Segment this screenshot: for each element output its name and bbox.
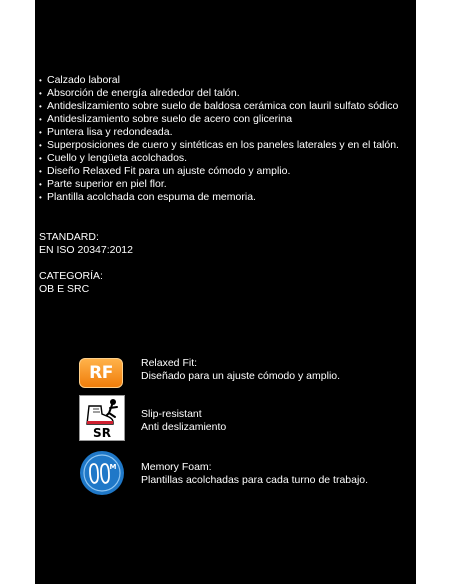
slip-resistant-title: Slip-resistant	[141, 408, 202, 420]
slip-resistant-text	[141, 408, 226, 433]
relaxed-fit-description: Diseñado para un ajuste cómodo y amplio.	[141, 369, 341, 382]
category-value: OB E SRC	[39, 283, 90, 295]
slip-resistant-icon	[79, 395, 125, 441]
memory-foam-icon	[79, 450, 125, 496]
memory-foam-icon-text: M	[109, 463, 117, 471]
category-block	[39, 270, 103, 296]
relaxed-fit-feature	[79, 350, 340, 396]
relaxed-fit-text	[141, 357, 340, 382]
feature-bullet: • Superposiciones de cuero y sintéticas en los paneles laterales y en el talón.	[39, 139, 416, 152]
relaxed-fit-icon-text: RF	[89, 363, 113, 383]
memory-foam-text	[141, 461, 368, 486]
standard-block	[39, 231, 133, 257]
standard-label: STANDARD:	[39, 231, 99, 243]
memory-foam-description: Plantillas acolchadas para cada turno de trabajo.	[141, 473, 369, 486]
feature-bullet: • Plantilla acolchada con espuma de memoria.	[39, 191, 416, 204]
memory-foam-title: Memory Foam:	[141, 461, 212, 473]
standard-value: EN ISO 20347:2012	[39, 244, 133, 256]
feature-bullet: • Puntera lisa y redondeada.	[39, 126, 416, 139]
product-description-panel	[35, 0, 416, 584]
memory-foam-feature	[79, 450, 368, 496]
category-label: CATEGORÍA:	[39, 270, 103, 282]
slip-resistant-description: Anti deslizamiento	[141, 420, 227, 433]
feature-bullet: • Parte superior en piel flor.	[39, 178, 416, 191]
relaxed-fit-title: Relaxed Fit:	[141, 357, 198, 369]
feature-bullet: • Diseño Relaxed Fit para un ajuste cómodo y amplio.	[39, 165, 416, 178]
feature-bullet: • Antideslizamiento sobre suelo de baldosa cerámica con lauril sulfato sódico	[39, 100, 416, 113]
slip-resistant-icon-text: SR	[93, 426, 111, 440]
feature-bullet: • Cuello y lengüeta acolchados.	[39, 152, 416, 165]
slip-resistant-feature	[79, 395, 226, 441]
feature-bullet: • Antideslizamiento sobre suelo de acero con glicerina	[39, 113, 416, 126]
feature-bullet-list	[39, 74, 416, 204]
relaxed-fit-icon	[79, 350, 125, 396]
feature-bullet: • Calzado laboral	[39, 74, 416, 87]
feature-bullet: • Absorción de energía alrededor del talón.	[39, 87, 416, 100]
